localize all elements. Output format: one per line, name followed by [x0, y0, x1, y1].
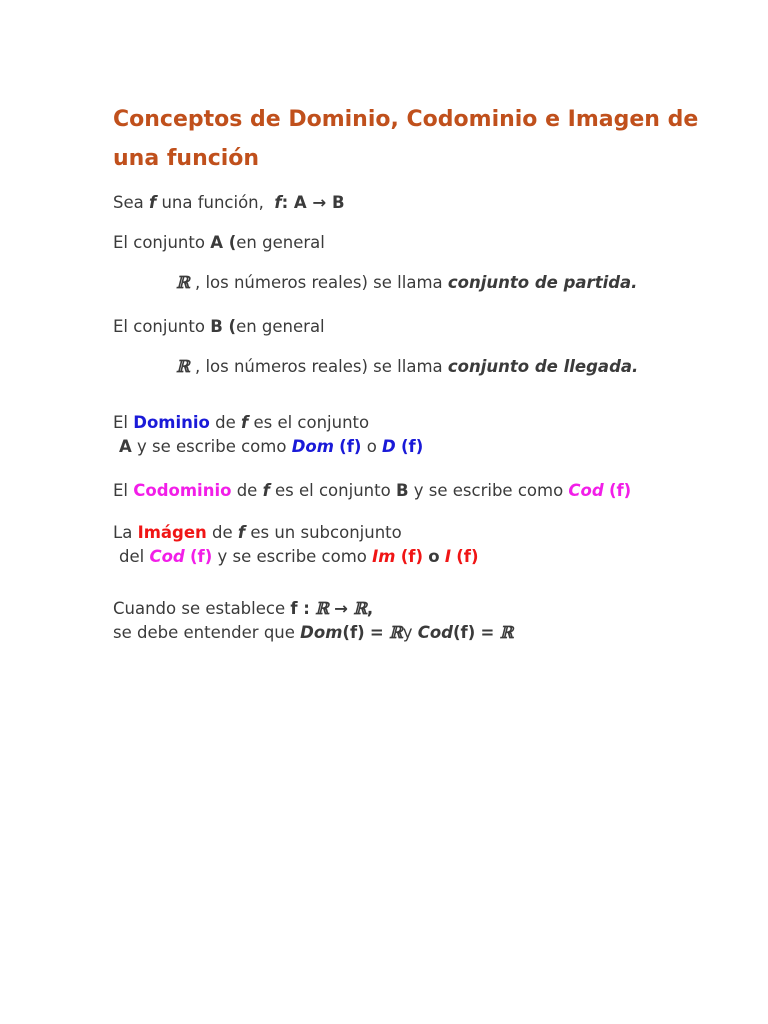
- set-a-description: ℝ , los números reales) se llama conjunto de partida.: [176, 273, 638, 292]
- imagen-line-1: La Imágen de f es un subconjunto: [113, 523, 402, 542]
- codominio-line: El Codominio de f es el conjunto B y se escribe como Cod (f): [113, 481, 632, 500]
- dominio-line-2: A y se escribe como Dom (f) o D (f): [119, 437, 424, 456]
- imagen-line-2: del Cod (f) y se escribe como Im (f) o I (f): [119, 547, 479, 566]
- cuando-line-2: se debe entender que Dom(f) = ℝy Cod(f) = ℝ: [113, 623, 514, 642]
- set-a-line: El conjunto A (en general: [113, 233, 325, 252]
- dominio-line-1: El Dominio de f es el conjunto: [113, 413, 370, 432]
- set-b-line: El conjunto B (en general: [113, 317, 325, 336]
- function-definition: Sea f una función, f: A → B: [113, 193, 345, 212]
- cuando-line-1: Cuando se establece f : ℝ → ℝ,: [113, 599, 374, 618]
- set-b-description: ℝ , los números reales) se llama conjunto de llegada.: [176, 357, 639, 376]
- page-title: Conceptos de Dominio, Codominio e Imagen de una función: [113, 107, 699, 171]
